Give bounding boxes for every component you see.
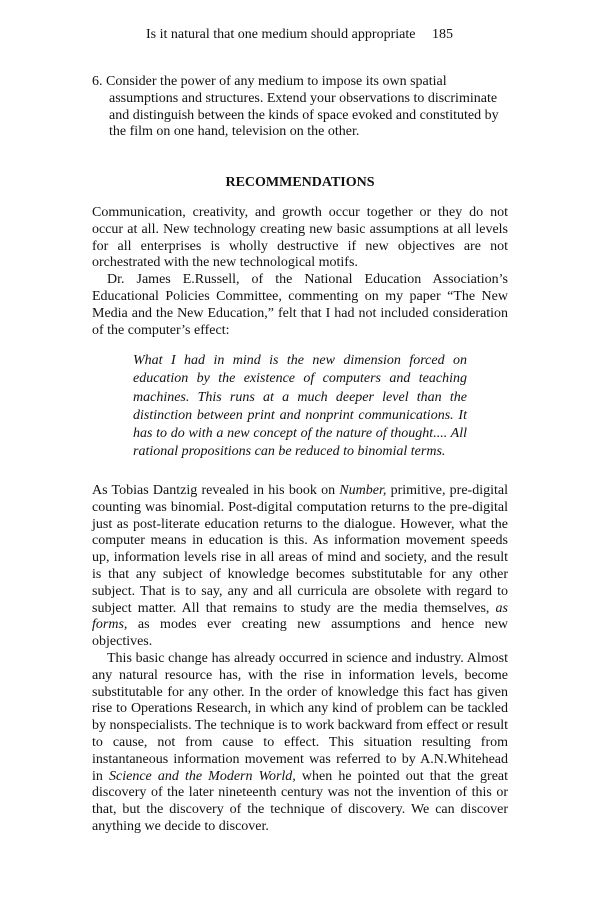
text-run: As Tobias Dantzig revealed in his book on xyxy=(92,483,340,498)
item-first-line: 6. Consider the power of any medium to impose its own spatial xyxy=(92,74,447,89)
body-text-block-2 xyxy=(92,483,508,836)
running-head-title: Is it natural that one medium should appropriate xyxy=(146,27,416,42)
body-text-block-1 xyxy=(92,205,508,339)
text-run: when he pointed out that the great discovery of the later nineteenth century was not the invention of this or that, but the discovery of the technique of discovery. We can discover anything we decide to discover. xyxy=(92,768,509,834)
paragraph-basic-change xyxy=(92,651,508,836)
block-quote: What I had in mind is the new dimension forced on education by the existence of computers and teaching machines. This runs at a much deeper level than the distinction between print and nonprint communications. It has to do with a new concept of the nature of thought.... All rational propositions can be reduced to binomial terms. xyxy=(133,353,467,460)
text-run: as modes ever creating new assumptions and hence new objectives. xyxy=(92,617,508,650)
emphasis-as-forms: as forms, xyxy=(92,600,508,633)
book-title-science-modern-world: Science and the Modern World, xyxy=(109,768,296,784)
book-title-number: Number, xyxy=(339,483,387,498)
text-run: This basic change has already occurred in science and industry. Almost any natural resource has, with the rise in information levels, become substitutable for any other. In the order of knowledge this fact has given rise to Operations Research, in which any kind of problem can be tackled by nonspecialists. The technique is to work backward from effect or result to cause, not from cause to effect. This situation resulting from instantaneous information movement was referred to by A.N.Whitehead in xyxy=(92,650,508,784)
paragraph-communication: Communication, creativity, and growth occur together or they do not occur at all. New technology creating new basic assumptions at all levels for all enterprises is wholly destructive if new objectives are not orchestrated with the new technological motifs. xyxy=(92,205,508,271)
page-number: 185 xyxy=(432,27,453,42)
section-heading: RECOMMENDATIONS xyxy=(225,175,375,190)
item-continuation: assumptions and structures. Extend your observations to discriminate and distinguish between the kinds of space evoked and constituted by the film on one hand, television on the other. xyxy=(109,90,499,140)
paragraph-dantzig xyxy=(92,483,508,651)
numbered-item-6 xyxy=(92,74,508,141)
text-run: primitive, pre-digital counting was binomial. Post-digital computation returns to the pre-digital just as post-literate education returns to the dialogue. However, what the computer means in education is this. As information movement speeds up, information levels rise in all areas of mind and society, and the result is that any subject of knowledge becomes substitutable for any other subject. That is to say, any and all curricula are obsolete with regard to subject matter. All that remains to study are the media themselves, xyxy=(92,483,508,616)
paragraph-russell: Dr. James E.Russell, of the National Education Association’s Educational Policies Committee, commenting on my paper “The New Media and the New Education,” felt that I had not included consideration of the computer’s effect: xyxy=(92,272,508,338)
